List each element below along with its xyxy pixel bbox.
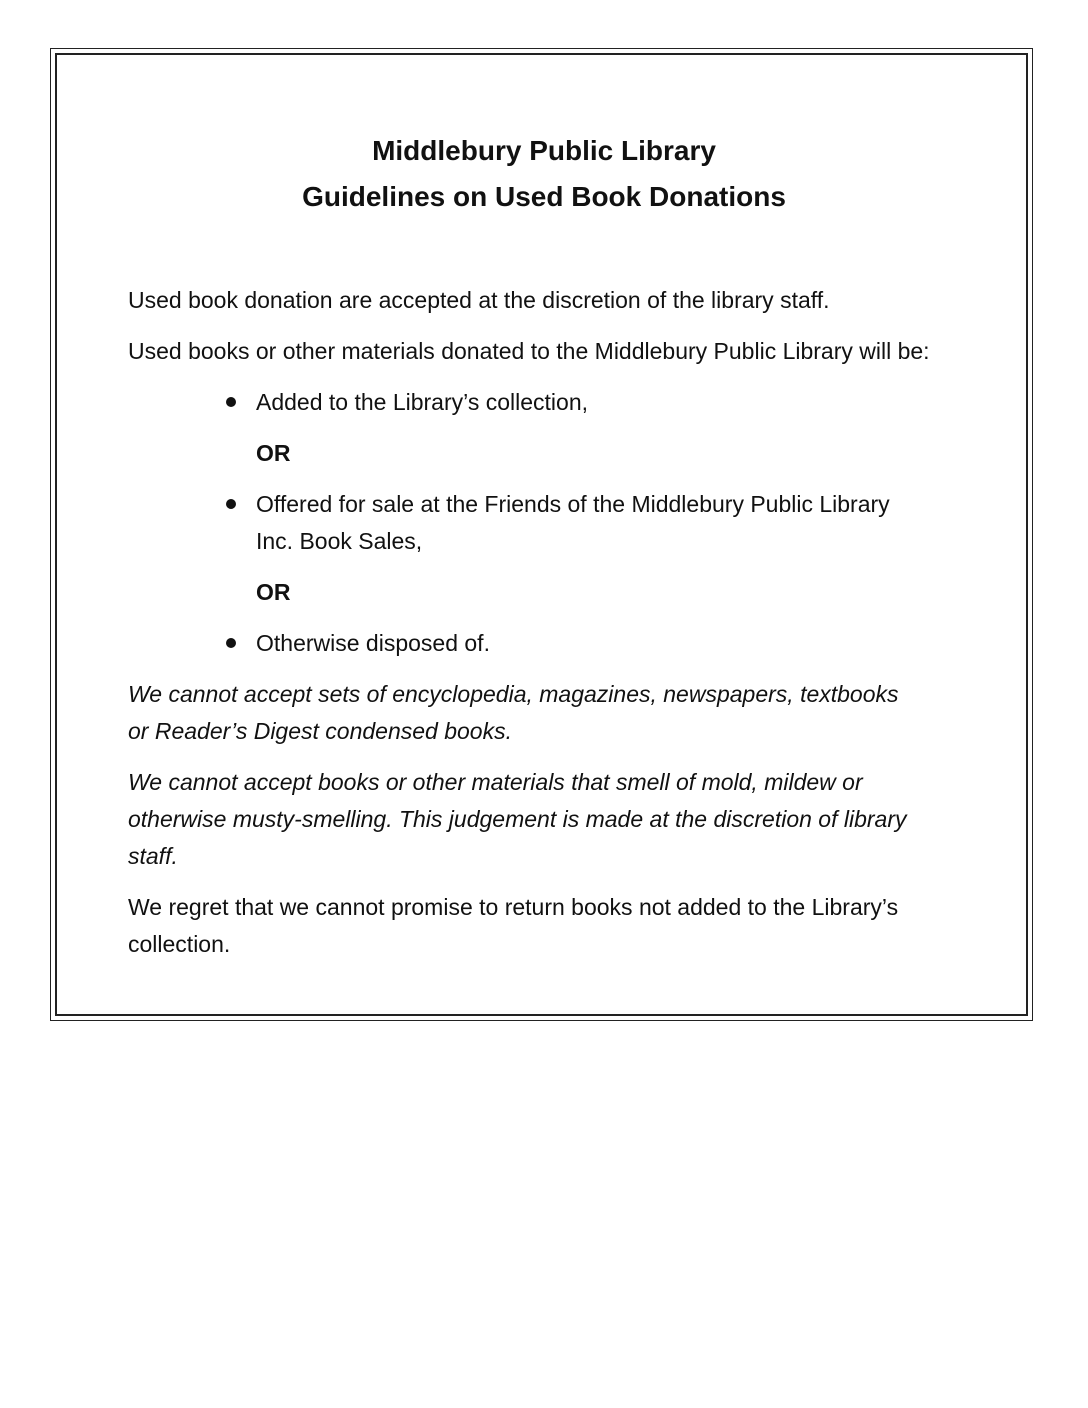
list-item [128, 625, 978, 662]
list-item [128, 486, 896, 560]
list-item-text: Offered for sale at the Friends of the Middlebury Public Library Inc. Book Sales, [256, 491, 890, 554]
note-no-return: We regret that we cannot promise to return books not added to the Library’s collection. [128, 894, 899, 957]
document-body [128, 282, 978, 977]
bullet-icon [226, 397, 236, 407]
title-line-1: Middlebury Public Library [372, 135, 716, 166]
note-not-accepted-sets: We cannot accept sets of encyclopedia, magazines, newspapers, textbooks or Reader’s Digest condensed books. [128, 681, 899, 744]
list-item [128, 384, 978, 421]
title-line-2: Guidelines on Used Book Donations [302, 181, 786, 212]
bullet-icon [226, 638, 236, 648]
disposition-list [128, 384, 978, 662]
note-musty-materials: We cannot accept books or other materials that smell of mold, mildew or otherwise musty-smelling. This judgement is made at the discretion of library staff. [128, 769, 907, 869]
paragraph-donations-will-be: Used books or other materials donated to the Middlebury Public Library will be: [128, 338, 930, 364]
or-separator: OR [256, 440, 291, 466]
list-item-text: Otherwise disposed of. [256, 630, 490, 656]
or-separator: OR [256, 579, 291, 605]
document-title [0, 128, 1088, 220]
paragraph-discretion: Used book donation are accepted at the discretion of the library staff. [128, 287, 830, 313]
list-item-text: Added to the Library’s collection, [256, 389, 588, 415]
bullet-icon [226, 499, 236, 509]
